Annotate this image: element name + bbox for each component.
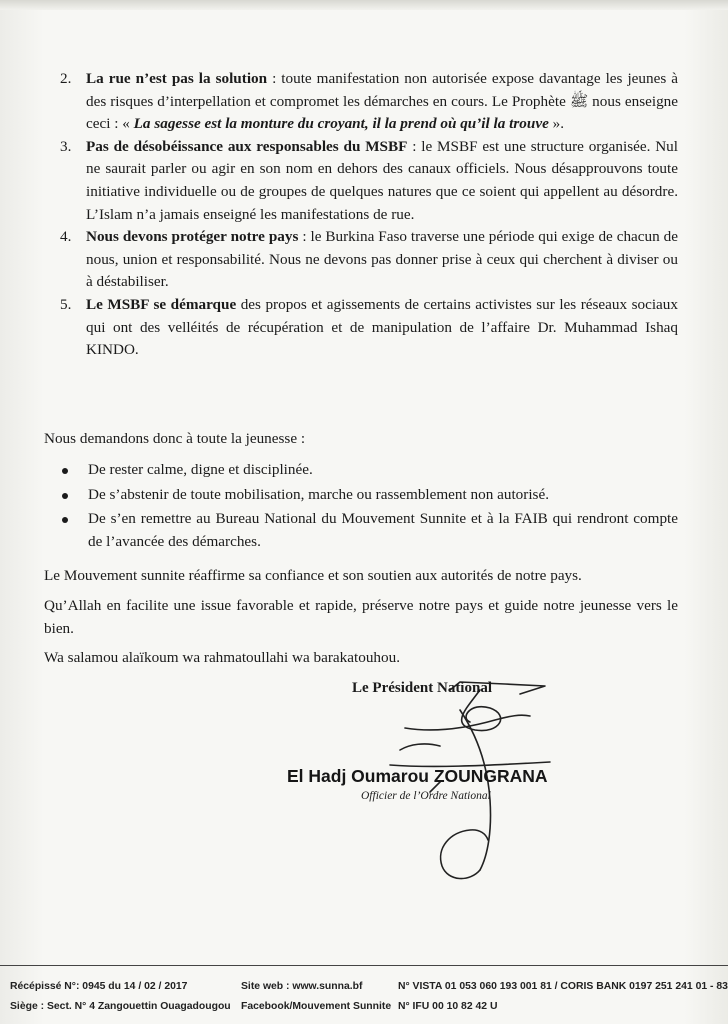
point-number: 4.	[60, 228, 72, 246]
point-heading: Le MSBF se démarque	[86, 295, 237, 313]
closing-greeting: Wa salamou alaïkoum wa rahmatoullahi wa barakatouhou.	[44, 649, 400, 666]
point-heading: Nous devons protéger notre pays	[86, 228, 299, 246]
point-text: : le MSBF est une structure organisée. Nul ne saurait parler ou agir en son nom en dehors des canaux officiels. Nous désapprouvons toute initiative individuelle ou de groupes de quelques natures que ce soient qui appellent au désordre. L’Islam n’a jamais enseigné les manifestations de rue.	[86, 137, 678, 223]
list-item	[62, 484, 678, 507]
point-tail: ».	[548, 115, 564, 133]
signatory-name: El Hadj Oumarou ZOUNGRANA	[287, 766, 548, 786]
point-text: des propos et agissements de certains activistes sur les réseaux sociaux qui ont des velléités de récupération et de manipulation de l’affaire Dr. Muhammad Ishaq KINDO.	[86, 295, 678, 359]
point-item	[60, 294, 678, 362]
intro-paragraph: Nous demandons donc à toute la jeunesse :	[44, 430, 306, 447]
bullet-icon	[62, 517, 68, 523]
footer-website: Site web : www.sunna.bf	[241, 981, 363, 992]
bullet-text: De s’en remettre au Bureau National du Mouvement Sunnite et à la FAIB qui rendront compte de l’avancée des démarches.	[88, 510, 678, 550]
footer-ifu: N° IFU 00 10 82 42 U	[398, 1001, 498, 1012]
bullet-text: De s’abstenir de toute mobilisation, marche ou rassemblement non autorisé.	[88, 485, 549, 503]
point-number: 3.	[60, 137, 72, 155]
point-quote: La sagesse est la monture du croyant, il la prend où qu’il la trouve	[133, 115, 549, 133]
point-text: : le Burkina Faso traverse une période qui exige de chacun de nous, union et responsabilité. Nous ne devons pas donner prise à ceux qui cherchent à diviser ou à déstabiliser.	[86, 228, 678, 291]
prayer-paragraph: Qu’Allah en facilite une issue favorable et rapide, préserve notre pays et guide notre jeunesse vers le bien.	[44, 597, 678, 637]
footer-facebook: Facebook/Mouvement Sunnite	[241, 1001, 392, 1012]
letterhead-footer	[0, 965, 728, 1024]
bullet-icon	[62, 468, 68, 474]
point-number: 5.	[60, 295, 72, 313]
signatory-title: Le Président National	[352, 680, 492, 696]
point-item	[60, 136, 678, 226]
bullet-text: De rester calme, digne et disciplinée.	[88, 461, 313, 478]
footer-recepisse: Récépissé N°: 0945 du 14 / 02 / 2017	[10, 981, 188, 992]
youth-instructions-list	[62, 459, 678, 555]
numbered-points-list	[60, 68, 679, 362]
signatory-distinction: Officier de l’Ordre National	[361, 790, 491, 802]
point-text: : toute manifestation non autorisée expose davantage les jeunes à des risques d’interpellation et compromet les démarches en cours. Le Prophète ﷺ nous enseigne ceci : «	[86, 70, 679, 133]
list-item	[62, 459, 678, 482]
list-item	[62, 508, 678, 553]
point-item	[60, 68, 679, 136]
footer-bank: N° VISTA 01 053 060 193 001 81 / CORIS BANK 0197 251 241 01 - 83	[398, 981, 728, 992]
point-item	[60, 226, 678, 294]
reaffirm-paragraph: Le Mouvement sunnite réaffirme sa confiance et son soutien aux autorités de notre pays.	[44, 567, 582, 584]
point-number: 2.	[60, 70, 72, 87]
bullet-icon	[62, 493, 68, 499]
footer-siege: Siège : Sect. N° 4 Zangouettin Ouagadougou	[10, 1001, 231, 1012]
top-edge	[0, 0, 728, 10]
point-heading: Pas de désobéissance aux responsables du MSBF	[86, 137, 408, 155]
point-heading: La rue n’est pas la solution	[86, 70, 268, 87]
